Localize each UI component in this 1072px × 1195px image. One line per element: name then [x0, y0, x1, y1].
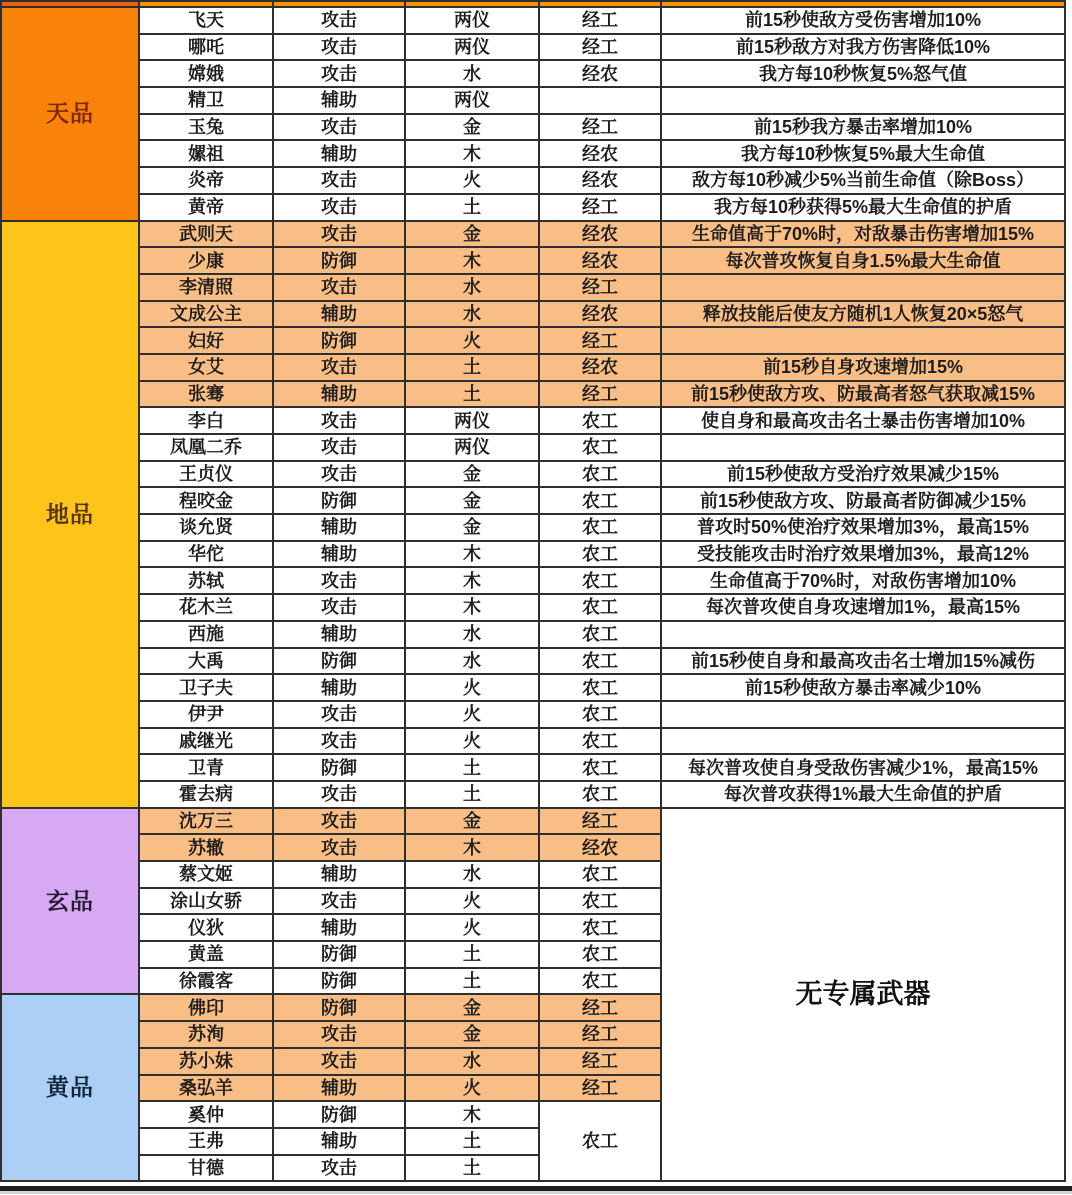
element-cell: 水 — [406, 1049, 538, 1074]
no-weapon-cell: 无专属武器 — [662, 809, 1064, 1181]
effect-cell: 受技能攻击时治疗效果增加3%，最高12% — [662, 542, 1064, 567]
effect-cell: 使自身和最高攻击名士暴击伤害增加10% — [662, 408, 1064, 433]
econ-cell: 经农 — [540, 168, 660, 193]
effect-cell: 前15秒敌方对我方伤害降低10% — [662, 35, 1064, 60]
role-cell: 攻击 — [274, 168, 404, 193]
element-cell: 水 — [406, 862, 538, 887]
econ-cell: 农工 — [540, 969, 660, 994]
effect-cell: 普攻时50%使治疗效果增加3%，最高15% — [662, 515, 1064, 540]
element-cell: 金 — [406, 488, 538, 513]
role-cell: 攻击 — [274, 195, 404, 220]
effect-cell — [662, 275, 1064, 300]
role-cell: 防御 — [274, 755, 404, 780]
econ-cell: 农工 — [540, 542, 660, 567]
econ-cell: 农工 — [540, 622, 660, 647]
econ-cell: 经工 — [540, 1049, 660, 1074]
element-cell: 两仪 — [406, 8, 538, 33]
role-cell: 辅助 — [274, 88, 404, 113]
element-cell: 土 — [406, 782, 538, 807]
econ-cell: 农工 — [540, 568, 660, 593]
bottom-edge — [0, 1191, 1072, 1194]
econ-cell: 经工 — [540, 995, 660, 1020]
effect-cell — [662, 435, 1064, 460]
name-cell: 飞天 — [140, 8, 272, 33]
econ-cell: 经工 — [540, 382, 660, 407]
effect-cell: 前15秒我方暴击率增加10% — [662, 115, 1064, 140]
element-cell: 土 — [406, 1129, 538, 1154]
name-cell: 凤凰二乔 — [140, 435, 272, 460]
element-cell: 木 — [406, 835, 538, 860]
name-cell: 哪吒 — [140, 35, 272, 60]
element-cell: 水 — [406, 61, 538, 86]
element-cell: 两仪 — [406, 435, 538, 460]
role-cell: 攻击 — [274, 355, 404, 380]
name-cell: 女艾 — [140, 355, 272, 380]
element-cell: 木 — [406, 568, 538, 593]
role-cell: 攻击 — [274, 35, 404, 60]
element-cell: 金 — [406, 995, 538, 1020]
name-cell: 徐霞客 — [140, 969, 272, 994]
role-cell: 防御 — [274, 248, 404, 273]
effect-cell: 敌方每10秒减少5%当前生命值（除Boss） — [662, 168, 1064, 193]
role-cell: 辅助 — [274, 1129, 404, 1154]
tier-label: 地品 — [2, 222, 138, 807]
effect-cell: 前15秒使敌方暴击率减少10% — [662, 675, 1064, 700]
name-cell: 大禹 — [140, 649, 272, 674]
element-cell: 火 — [406, 889, 538, 914]
role-cell: 防御 — [274, 488, 404, 513]
effect-cell: 我方每10秒恢复5%怒气值 — [662, 61, 1064, 86]
role-cell: 辅助 — [274, 622, 404, 647]
element-cell: 水 — [406, 622, 538, 647]
effect-cell: 前15秒使敌方攻、防最高者怒气获取减15% — [662, 382, 1064, 407]
effect-cell: 我方每10秒恢复5%最大生命值 — [662, 141, 1064, 166]
name-cell: 王弗 — [140, 1129, 272, 1154]
name-cell: 苏轼 — [140, 568, 272, 593]
top-strip-cell — [2, 2, 138, 6]
name-cell: 精卫 — [140, 88, 272, 113]
name-cell: 黄帝 — [140, 195, 272, 220]
role-cell: 辅助 — [274, 915, 404, 940]
econ-cell: 农工 — [540, 649, 660, 674]
element-cell: 火 — [406, 168, 538, 193]
econ-cell: 经工 — [540, 1022, 660, 1047]
econ-cell: 经工 — [540, 275, 660, 300]
element-cell: 水 — [406, 649, 538, 674]
role-cell: 防御 — [274, 328, 404, 353]
role-cell: 攻击 — [274, 1022, 404, 1047]
effect-cell — [662, 702, 1064, 727]
econ-cell: 经工 — [540, 328, 660, 353]
econ-cell: 经工 — [540, 195, 660, 220]
role-cell: 攻击 — [274, 462, 404, 487]
econ-cell: 农工 — [540, 462, 660, 487]
econ-cell: 农工 — [540, 595, 660, 620]
name-cell: 黄盖 — [140, 942, 272, 967]
top-strip-cell — [540, 2, 660, 6]
effect-cell — [662, 328, 1064, 353]
role-cell: 攻击 — [274, 809, 404, 834]
name-cell: 伊尹 — [140, 702, 272, 727]
tier-label: 天品 — [2, 8, 138, 220]
name-cell: 华佗 — [140, 542, 272, 567]
role-cell: 攻击 — [274, 61, 404, 86]
econ-cell: 经工 — [540, 1076, 660, 1101]
name-cell: 李白 — [140, 408, 272, 433]
role-cell: 攻击 — [274, 435, 404, 460]
econ-cell: 经工 — [540, 8, 660, 33]
role-cell: 攻击 — [274, 729, 404, 754]
name-cell: 玉兔 — [140, 115, 272, 140]
element-cell: 土 — [406, 195, 538, 220]
effect-cell: 每次普攻使自身受敌伤害减少1%，最高15% — [662, 755, 1064, 780]
element-cell: 金 — [406, 115, 538, 140]
role-cell: 辅助 — [274, 1076, 404, 1101]
role-cell: 攻击 — [274, 1049, 404, 1074]
name-cell: 花木兰 — [140, 595, 272, 620]
element-cell: 火 — [406, 1076, 538, 1101]
effect-cell: 释放技能后使友方随机1人恢复20×5怒气 — [662, 302, 1064, 327]
role-cell: 辅助 — [274, 675, 404, 700]
element-cell: 木 — [406, 248, 538, 273]
role-cell: 攻击 — [274, 568, 404, 593]
element-cell: 水 — [406, 275, 538, 300]
element-cell: 土 — [406, 755, 538, 780]
name-cell: 苏洵 — [140, 1022, 272, 1047]
element-cell: 火 — [406, 729, 538, 754]
name-cell: 奚仲 — [140, 1102, 272, 1127]
econ-cell: 经农 — [540, 248, 660, 273]
econ-cell: 农工 — [540, 889, 660, 914]
effect-cell: 前15秒自身攻速增加15% — [662, 355, 1064, 380]
effect-cell: 前15秒使自身和最高攻击名士增加15%减伤 — [662, 649, 1064, 674]
element-cell: 金 — [406, 1022, 538, 1047]
role-cell: 辅助 — [274, 141, 404, 166]
econ-cell: 经工 — [540, 115, 660, 140]
role-cell: 防御 — [274, 942, 404, 967]
role-cell: 防御 — [274, 995, 404, 1020]
econ-cell: 经农 — [540, 222, 660, 247]
element-cell: 两仪 — [406, 35, 538, 60]
element-cell: 土 — [406, 942, 538, 967]
econ-cell: 经农 — [540, 835, 660, 860]
effect-cell — [662, 88, 1064, 113]
effect-cell: 每次普攻获得1%最大生命值的护盾 — [662, 782, 1064, 807]
element-cell: 土 — [406, 969, 538, 994]
effect-cell: 前15秒使敌方受伤害增加10% — [662, 8, 1064, 33]
econ-cell: 经农 — [540, 302, 660, 327]
role-cell: 攻击 — [274, 1156, 404, 1181]
role-cell: 攻击 — [274, 595, 404, 620]
econ-cell: 农工 — [540, 408, 660, 433]
role-cell: 攻击 — [274, 408, 404, 433]
effect-cell: 前15秒使敌方受治疗效果减少15% — [662, 462, 1064, 487]
element-cell: 水 — [406, 302, 538, 327]
role-cell: 防御 — [274, 649, 404, 674]
name-cell: 涂山女骄 — [140, 889, 272, 914]
role-cell: 攻击 — [274, 835, 404, 860]
econ-cell: 农工 — [540, 702, 660, 727]
role-cell: 防御 — [274, 1102, 404, 1127]
merged-econ-cell: 农工 — [540, 1102, 660, 1180]
element-cell: 两仪 — [406, 88, 538, 113]
element-cell: 金 — [406, 515, 538, 540]
tier-label: 玄品 — [2, 809, 138, 994]
econ-cell: 经工 — [540, 809, 660, 834]
econ-cell: 农工 — [540, 782, 660, 807]
econ-cell: 农工 — [540, 675, 660, 700]
name-cell: 炎帝 — [140, 168, 272, 193]
name-cell: 西施 — [140, 622, 272, 647]
econ-cell: 农工 — [540, 755, 660, 780]
element-cell: 金 — [406, 222, 538, 247]
element-cell: 火 — [406, 675, 538, 700]
element-cell: 木 — [406, 542, 538, 567]
effect-cell: 每次普攻恢复自身1.5%最大生命值 — [662, 248, 1064, 273]
name-cell: 苏小妹 — [140, 1049, 272, 1074]
effect-cell — [662, 622, 1064, 647]
tier-label: 黄品 — [2, 995, 138, 1180]
econ-cell: 经农 — [540, 141, 660, 166]
name-cell: 甘德 — [140, 1156, 272, 1181]
role-cell: 攻击 — [274, 889, 404, 914]
role-cell: 防御 — [274, 969, 404, 994]
role-cell: 攻击 — [274, 275, 404, 300]
element-cell: 火 — [406, 328, 538, 353]
role-cell: 辅助 — [274, 542, 404, 567]
element-cell: 火 — [406, 915, 538, 940]
effect-cell: 我方每10秒获得5%最大生命值的护盾 — [662, 195, 1064, 220]
effect-cell — [662, 729, 1064, 754]
role-cell: 攻击 — [274, 8, 404, 33]
top-strip-cell — [662, 2, 1064, 6]
element-cell: 金 — [406, 809, 538, 834]
name-cell: 妇好 — [140, 328, 272, 353]
element-cell: 火 — [406, 702, 538, 727]
name-cell: 张骞 — [140, 382, 272, 407]
econ-cell: 农工 — [540, 515, 660, 540]
name-cell: 武则天 — [140, 222, 272, 247]
econ-cell: 农工 — [540, 488, 660, 513]
name-cell: 嫦娥 — [140, 61, 272, 86]
name-cell: 程咬金 — [140, 488, 272, 513]
effect-cell: 生命值高于70%时，对敌暴击伤害增加15% — [662, 222, 1064, 247]
effect-cell: 每次普攻使自身攻速增加1%，最高15% — [662, 595, 1064, 620]
role-cell: 攻击 — [274, 782, 404, 807]
element-cell: 土 — [406, 355, 538, 380]
name-cell: 蔡文姬 — [140, 862, 272, 887]
element-cell: 木 — [406, 141, 538, 166]
effect-cell: 前15秒使敌方攻、防最高者防御减少15% — [662, 488, 1064, 513]
econ-cell: 农工 — [540, 729, 660, 754]
role-cell: 攻击 — [274, 702, 404, 727]
name-cell: 桑弘羊 — [140, 1076, 272, 1101]
econ-cell: 经工 — [540, 35, 660, 60]
top-strip-cell — [274, 2, 404, 6]
name-cell: 佛印 — [140, 995, 272, 1020]
role-cell: 辅助 — [274, 302, 404, 327]
top-strip-cell — [406, 2, 538, 6]
econ-cell: 经农 — [540, 61, 660, 86]
econ-cell: 农工 — [540, 942, 660, 967]
econ-cell — [540, 88, 660, 113]
role-cell: 辅助 — [274, 382, 404, 407]
name-cell: 苏辙 — [140, 835, 272, 860]
role-cell: 辅助 — [274, 862, 404, 887]
name-cell: 少康 — [140, 248, 272, 273]
role-cell: 辅助 — [274, 515, 404, 540]
econ-cell: 经农 — [540, 355, 660, 380]
element-cell: 土 — [406, 382, 538, 407]
name-cell: 卫子夫 — [140, 675, 272, 700]
name-cell: 仪狄 — [140, 915, 272, 940]
weapon-table-grid — [2, 2, 1064, 1180]
name-cell: 霍去病 — [140, 782, 272, 807]
role-cell: 攻击 — [274, 222, 404, 247]
econ-cell: 农工 — [540, 435, 660, 460]
element-cell: 土 — [406, 1156, 538, 1181]
role-cell: 攻击 — [274, 115, 404, 140]
effect-cell: 生命值高于70%时，对敌伤害增加10% — [662, 568, 1064, 593]
element-cell: 木 — [406, 1102, 538, 1127]
name-cell: 谈允贤 — [140, 515, 272, 540]
econ-cell: 农工 — [540, 915, 660, 940]
name-cell: 王贞仪 — [140, 462, 272, 487]
name-cell: 嫘祖 — [140, 141, 272, 166]
element-cell: 木 — [406, 595, 538, 620]
name-cell: 戚继光 — [140, 729, 272, 754]
name-cell: 文成公主 — [140, 302, 272, 327]
econ-cell: 农工 — [540, 862, 660, 887]
element-cell: 金 — [406, 462, 538, 487]
element-cell: 两仪 — [406, 408, 538, 433]
top-strip-cell — [140, 2, 272, 6]
name-cell: 卫青 — [140, 755, 272, 780]
name-cell: 李清照 — [140, 275, 272, 300]
name-cell: 沈万三 — [140, 809, 272, 834]
